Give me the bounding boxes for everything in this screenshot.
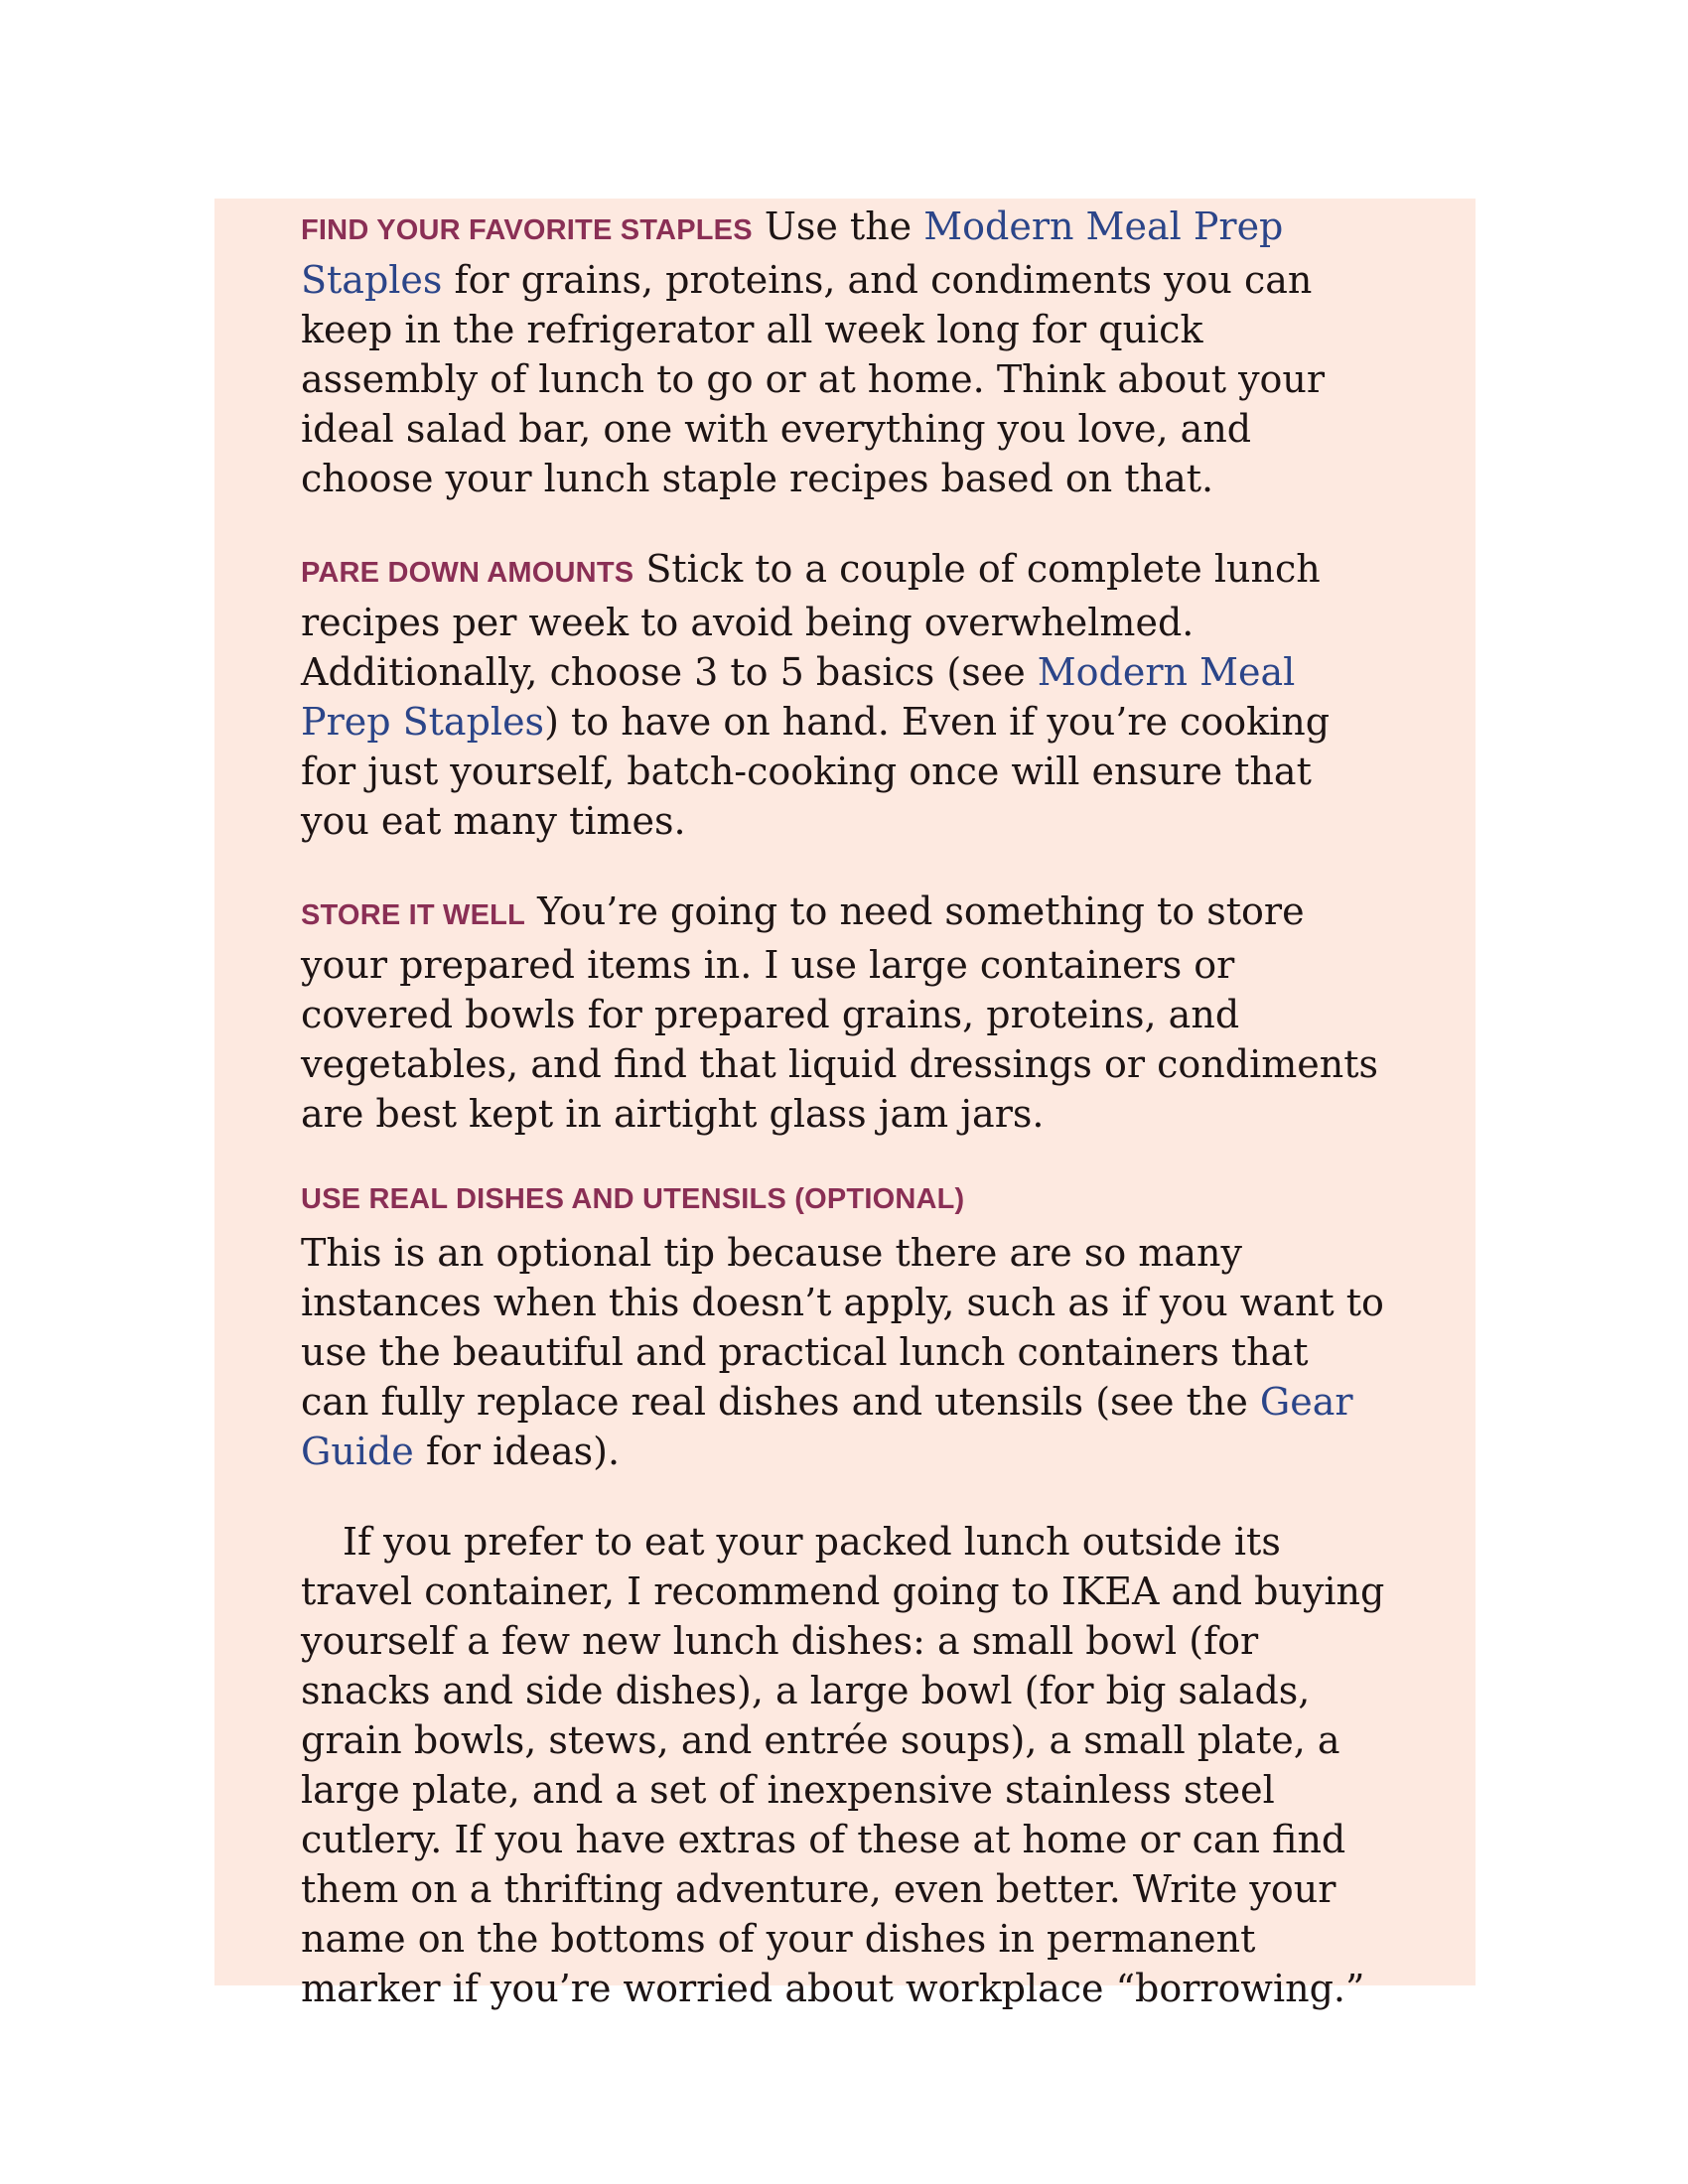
tip-paragraph: [301, 1228, 1386, 1476]
tip-paragraph: If you prefer to eat your packed lunch outside its travel container, I recommend going to IKEA and buying yourself a few new lunch dishes: a small bowl (for snacks and side dishes), a large bowl (for big salads, grain bowls, stews, and entrée soups), a small plate, a large plate, and a set of inexpensive stainless steel cutlery. If you have extras of these at home or can find them on a thrifting adventure, even better. Write your name on the bottoms of your dishes in permanent marker if you’re worried about workplace “borrowing.”: [301, 1520, 1385, 2010]
tip-pare-down-amounts: [301, 544, 1386, 846]
gear-guide-link[interactable]: Gear Guide: [301, 1380, 1353, 1473]
tip-heading: FIND YOUR FAVORITE STAPLES: [301, 214, 753, 246]
tip-heading: USE REAL DISHES AND UTENSILS (OPTIONAL): [301, 1183, 965, 1215]
tip-text: ) to have on hand. Even if you’re cooking for just yourself, batch-cooking once will ensure that you eat many times.: [301, 700, 1331, 843]
modern-meal-prep-staples-link[interactable]: Modern Meal Prep Staples: [301, 650, 1296, 744]
tip-text: This is an optional tip because there are so many instances when this doesn’t apply, such as if you want to use the beautiful and practical lunch containers that can fully replace real dishes and utensils (see the: [301, 1231, 1384, 1424]
tip-text: Stick to a couple of complete lunch recipes per week to avoid being overwhelmed. Additionally, choose 3 to 5 basics (see: [301, 547, 1321, 694]
tip-heading: STORE IT WELL: [301, 899, 526, 931]
tip-real-dishes: [301, 1179, 1386, 2013]
tip-text: for ideas).: [413, 1430, 621, 1473]
tips-sidebar: [214, 199, 1476, 2010]
tip-heading: PARE DOWN AMOUNTS: [301, 557, 634, 589]
tip-find-staples: [301, 199, 1386, 503]
tip-text: for grains, proteins, and condiments you can keep in the refrigerator all week long for quick assembly of lunch to go or at home. Think about your ideal salad bar, one with everything you love, and choose your lunch staple recipes based on that.: [301, 258, 1326, 500]
modern-meal-prep-staples-link[interactable]: Modern Meal Prep Staples: [301, 205, 1284, 302]
tip-store-it-well: [301, 887, 1386, 1139]
tip-text: Use the: [752, 205, 924, 248]
tip-text: You’re going to need something to store your prepared items in. I use large containers or covered bowls for prepared grains, proteins, and vegetables, and find that liquid dressings or condiments are best kept in airtight glass jam jars.: [301, 889, 1379, 1136]
